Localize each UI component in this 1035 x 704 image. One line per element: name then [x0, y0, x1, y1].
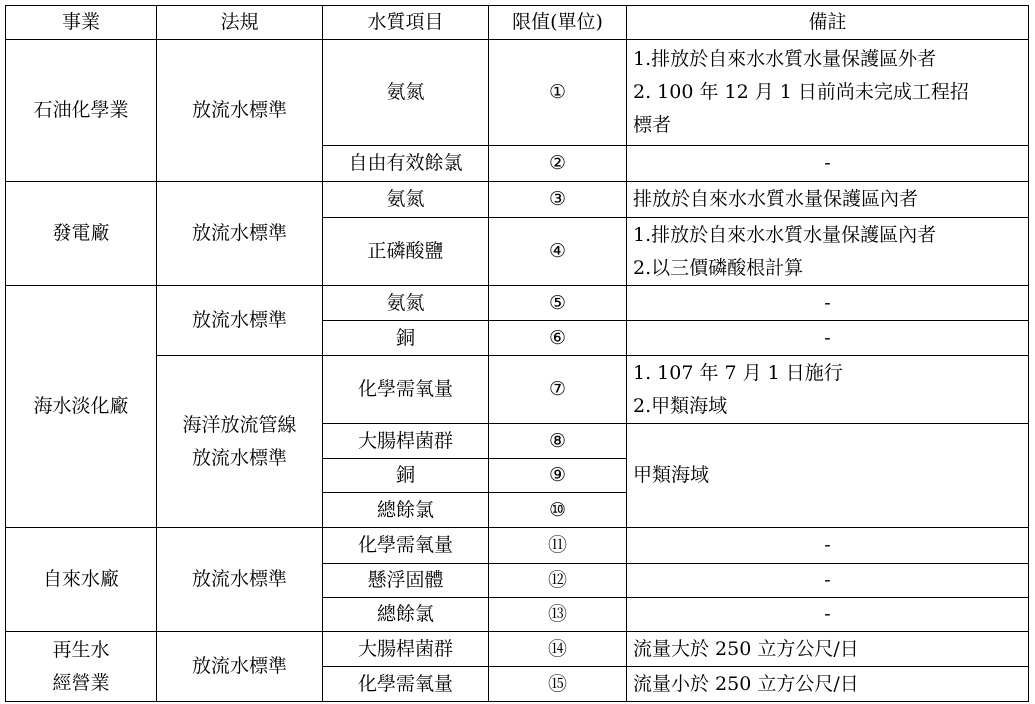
- note-line: 2.甲類海域: [633, 394, 728, 417]
- notes-cell: 流量大於 250 立方公尺/日: [627, 632, 1029, 667]
- note-line: 1. 107 年 7 月 1 日施行: [633, 361, 843, 384]
- regulation-cell: 放流水標準: [157, 182, 323, 286]
- item-cell: 正磷酸鹽: [323, 218, 489, 286]
- header-regulation: 法規: [157, 6, 323, 40]
- note-line: 2.以三價磷酸根計算: [633, 256, 804, 279]
- header-limit: 限值(單位): [489, 6, 627, 40]
- item-cell: 總餘氯: [323, 493, 489, 528]
- notes-cell: -: [627, 146, 1029, 182]
- item-cell: 大腸桿菌群: [323, 632, 489, 667]
- regulation-line: 海洋放流管線: [182, 413, 297, 436]
- item-cell: 氨氮: [323, 40, 489, 146]
- item-cell: 總餘氯: [323, 598, 489, 632]
- industry-cell: [6, 632, 157, 702]
- item-cell: 氨氮: [323, 286, 489, 321]
- notes-cell: -: [627, 564, 1029, 598]
- limit-cell: ⑨: [489, 459, 627, 493]
- limit-cell: ⑬: [489, 598, 627, 632]
- notes-cell: -: [627, 321, 1029, 356]
- item-cell: 懸浮固體: [323, 564, 489, 598]
- limit-cell: ⑦: [489, 356, 627, 424]
- header-row: [6, 6, 1029, 40]
- item-cell: 銅: [323, 459, 489, 493]
- note-line: 1.排放於自來水水質水量保護區內者: [633, 223, 937, 246]
- table-row: [6, 528, 1029, 564]
- regulation-cell: [157, 356, 323, 528]
- regulation-cell: 放流水標準: [157, 632, 323, 702]
- item-cell: 自由有效餘氯: [323, 146, 489, 182]
- table-row: [6, 632, 1029, 667]
- limit-cell: ⑪: [489, 528, 627, 564]
- notes-cell: -: [627, 286, 1029, 321]
- regulation-table: [5, 5, 1029, 702]
- item-cell: 化學需氧量: [323, 528, 489, 564]
- notes-cell: 流量小於 250 立方公尺/日: [627, 667, 1029, 702]
- regulation-line: 放流水標準: [191, 446, 287, 469]
- item-cell: 大腸桿菌群: [323, 424, 489, 459]
- industry-line: 再生水: [52, 638, 110, 661]
- notes-cell: 甲類海域: [627, 424, 1029, 528]
- notes-cell: 排放於自來水水質水量保護區內者: [627, 182, 1029, 218]
- table-row: [6, 40, 1029, 146]
- item-cell: 化學需氧量: [323, 667, 489, 702]
- item-cell: 銅: [323, 321, 489, 356]
- limit-cell: ⑤: [489, 286, 627, 321]
- regulation-cell: 放流水標準: [157, 40, 323, 182]
- header-item: 水質項目: [323, 6, 489, 40]
- limit-cell: ⑭: [489, 632, 627, 667]
- notes-cell: [627, 356, 1029, 424]
- table-row: [6, 286, 1029, 321]
- limit-cell: ⑫: [489, 564, 627, 598]
- item-cell: 化學需氧量: [323, 356, 489, 424]
- limit-cell: ⑩: [489, 493, 627, 528]
- limit-cell: ⑧: [489, 424, 627, 459]
- industry-line: 經營業: [52, 671, 110, 694]
- industry-cell: 海水淡化廠: [6, 286, 157, 528]
- limit-cell: ④: [489, 218, 627, 286]
- industry-cell: 自來水廠: [6, 528, 157, 632]
- item-cell: 氨氮: [323, 182, 489, 218]
- note-line: 1.排放於自來水水質水量保護區外者: [633, 48, 937, 70]
- notes-cell: -: [627, 598, 1029, 632]
- regulation-cell: 放流水標準: [157, 286, 323, 356]
- limit-cell: ②: [489, 146, 627, 182]
- industry-cell: 發電廠: [6, 182, 157, 286]
- limit-cell: ⑥: [489, 321, 627, 356]
- industry-cell: 石油化學業: [6, 40, 157, 182]
- notes-cell: -: [627, 528, 1029, 564]
- note-line: 標者: [633, 114, 672, 136]
- table-row: [6, 182, 1029, 218]
- limit-cell: ⑮: [489, 667, 627, 702]
- limit-cell: ①: [489, 40, 627, 146]
- regulation-cell: 放流水標準: [157, 528, 323, 632]
- notes-cell: [627, 218, 1029, 286]
- header-notes: 備註: [627, 6, 1029, 40]
- header-industry: 事業: [6, 6, 157, 40]
- limit-cell: ③: [489, 182, 627, 218]
- note-line: 2. 100 年 12 月 1 日前尚未完成工程招: [633, 81, 969, 103]
- table-row: [6, 356, 1029, 424]
- notes-cell: [627, 40, 1029, 146]
